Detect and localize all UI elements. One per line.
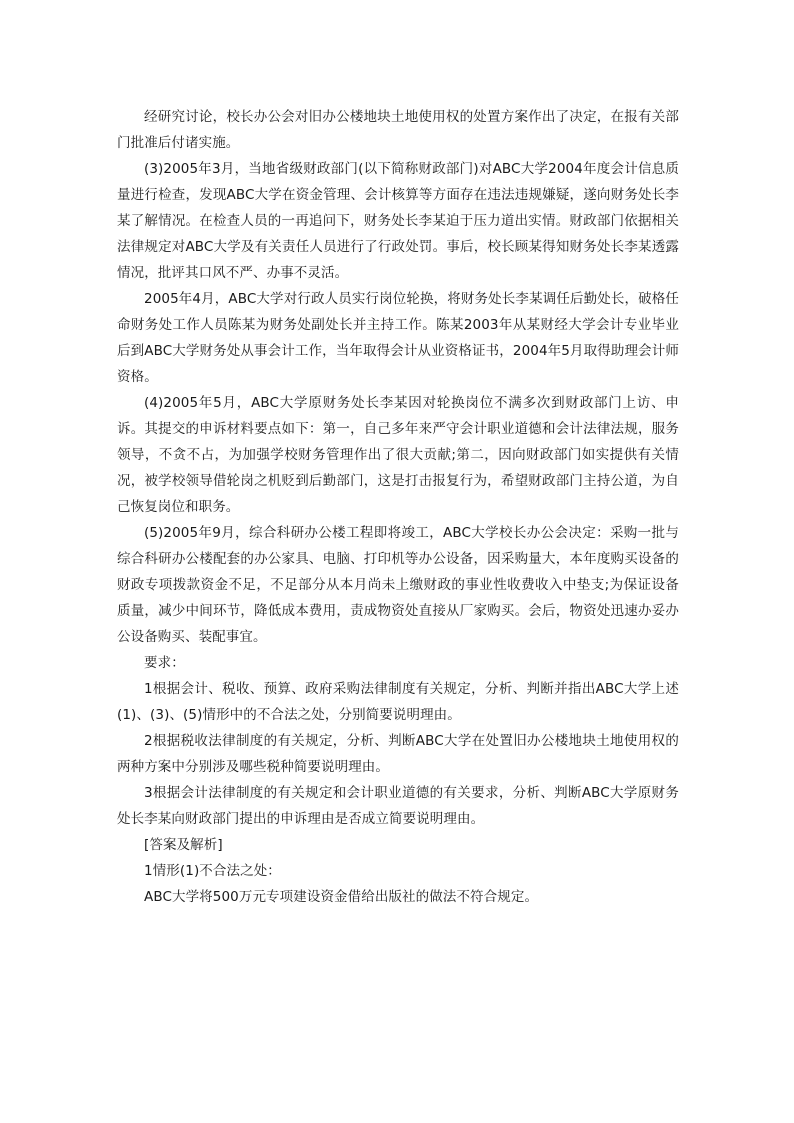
paragraph-case-4: (4)2005年5月，ABC大学原财务处长李某因对轮换岗位不满多次到财政部门上访、申诉。其提交的申诉材料要点如下：第一，自己多年来严守会计职业道德和会计法律法规，服务领导，不贪不占，为加强学校财务管理作出了很大贡献;第二，因向财政部门如实提供有关情况，被学校领导借轮岗之机贬到后勤部门，这是打击报复行为，希望财政部门主持公道，为自己恢复岗位和职务。 [117, 395, 679, 515]
paragraph-answer-1-text: ABC大学将500万元专项建设资金借给出版社的做法不符合规定。 [144, 889, 539, 905]
paragraph-answer-1-title: 1情形(1)不合法之处： [144, 863, 281, 879]
paragraph-requirement-1: 1根据会计、税收、预算、政府采购法律制度有关规定，分析、判断并指出ABC大学上述(1)、(3)、(5)情形中的不合法之处，分别简要说明理由。 [117, 681, 679, 723]
document-body [117, 104, 679, 910]
paragraph-answer-heading: [答案及解析] [144, 837, 223, 853]
paragraph-job-rotation: 2005年4月，ABC大学对行政人员实行岗位轮换，将财务处长李某调任后勤处长，破格任命财务处工作人员陈某为财务处副处长并主持工作。陈某2003年从某财经大学会计专业毕业后到ABC大学财务处从事会计工作，当年取得会计从业资格证书，2004年5月取得助理会计师资格。 [117, 291, 679, 385]
paragraph-case-5: (5)2005年9月，综合科研办公楼工程即将竣工，ABC大学校长办公会决定：采购一批与综合科研办公楼配套的办公家具、电脑、打印机等办公设备，因采购量大，本年度购买设备的财政专项拨款资金不足，不足部分从本月尚未上缴财政的事业性收费收入中垫支;为保证设备质量，减少中间环节，降低成本费用，责成物资处直接从厂家购买。会后，物资处迅速办妥办公设备购买、装配事宜。 [117, 525, 679, 645]
paragraph-requirements-heading: 要求： [144, 655, 185, 671]
paragraph-decision-note: 经研究讨论，校长办公会对旧办公楼地块土地使用权的处置方案作出了决定，在报有关部门批准后付诸实施。 [117, 109, 679, 151]
paragraph-requirement-3: 3根据会计法律制度的有关规定和会计职业道德的有关要求，分析、判断ABC大学原财务处长李某向财政部门提出的申诉理由是否成立简要说明理由。 [117, 785, 679, 827]
paragraph-case-3: (3)2005年3月，当地省级财政部门(以下简称财政部门)对ABC大学2004年度会计信息质量进行检查，发现ABC大学在资金管理、会计核算等方面存在违法违规嫌疑，遂向财务处长李某了解情况。在检查人员的一再追问下，财务处长李某迫于压力道出实情。财政部门依据相关法律规定对ABC大学及有关责任人员进行了行政处罚。事后，校长顾某得知财务处长李某透露情况，批评其口风不严、办事不灵活。 [117, 161, 679, 281]
paragraph-requirement-2: 2根据税收法律制度的有关规定，分析、判断ABC大学在处置旧办公楼地块土地使用权的两种方案中分别涉及哪些税种简要说明理由。 [117, 733, 679, 775]
